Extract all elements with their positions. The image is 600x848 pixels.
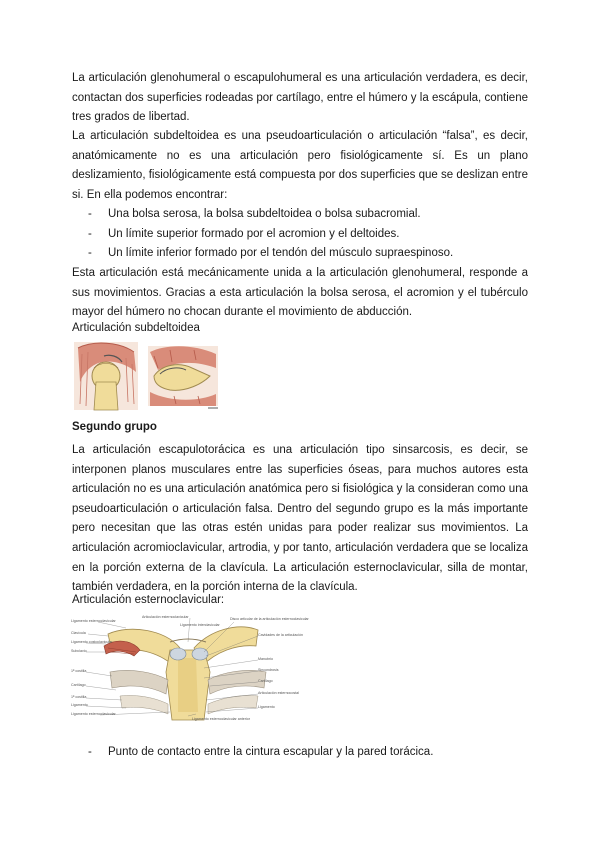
figure-label: Manubrio [258, 657, 273, 661]
list-item: - Punto de contacto entre la cintura escapular y la pared torácica. [88, 743, 433, 763]
figure-label: Sincondrosis [258, 668, 279, 672]
figure-label: Cartílago [71, 683, 86, 687]
paragraph-subdeltoid: La articulación subdeltoidea es una pseudoarticulación o articulación “falsa”, es decir, anatómicamente no es una articulación pero fisiológicamente sí. Es un plano deslizamiento, fisiológicamente está compuesta por dos superficies que se deslizan entre si. En ella podemos encontrar: [72, 130, 528, 201]
figure-label: Disco articular de la articulación esternoclavicular [230, 617, 309, 621]
figure-label: Cartílago [258, 679, 273, 683]
sternoclavicular-figure [70, 612, 309, 724]
subdeltoid-list [88, 205, 453, 264]
paragraph-escapulotoracica: La articulación escapulotorácica es una articulación tipo sinsarcosis, es decir, se interponen planos musculares entre las superficies óseas, para muchos autores esta articulación no es una articulación anatómica pero si fisiológica y la consideran como una pseudoarticulación o articulación falsa. Dentro del segundo grupo es la más importante pero necesitan que las otras estén unidas para poder realizar sus movimientos. La articulación acromioclavicular, artrodia, y por tanto, articulación verdadera que se localiza en la porción externa de la clavícula. La articulación esternoclavicular, silla de montar, también verdadera, en la porción interna de la clavícula. [72, 444, 528, 594]
subdeltoid-figure [74, 342, 220, 410]
figure-label: Subclavio [71, 649, 87, 653]
list-item: - Una bolsa serosa, la bolsa subdeltoidea o bolsa subacromial. [88, 205, 453, 225]
paragraph-glenohumeral: La articulación glenohumeral o escapulohumeral es una articulación verdadera, es decir, contactan dos superficies rodeadas por cartílago, entre el húmero y la escápula, contiene tres grados de libertad. [72, 72, 528, 124]
list-bullet: - [88, 208, 92, 220]
shoulder-section-left [74, 342, 138, 410]
right-joint-disc [192, 648, 208, 660]
figure-label: Cavidades de la articulación [258, 633, 303, 637]
left-joint-disc [170, 648, 186, 660]
paragraph-mechanical-link: Esta articulación está mecánicamente unida a la articulación glenohumeral, responde a sus movimientos. Gracias a esta articulación la bolsa serosa, el acromion y el tubérculo mayor del húmero no chocan durante el movimiento de abducción. [72, 267, 528, 319]
figure-label: Ligamento esternoclavicular [71, 619, 116, 623]
figure-label: Ligamento esternoclavicular [71, 712, 116, 716]
scapulothoracic-list [88, 743, 433, 763]
list-bullet: - [88, 247, 92, 260]
figure-label: Clavícula [71, 631, 86, 635]
heading-segundo-grupo: Segundo grupo [72, 421, 157, 433]
list-item: - Un límite inferior formado por el tendón del músculo supraespinoso. [88, 244, 453, 264]
figure-title-label: Articulación esternoclavicular [142, 615, 189, 619]
list-bullet: - [88, 227, 92, 240]
figure-label: Ligamento costoclavicular [71, 640, 113, 644]
list-bullet: - [88, 746, 92, 758]
figure-label: Ligamento esternoclavicular anterior [192, 717, 250, 721]
figure-label: 1ª costilla [71, 695, 87, 699]
caption-sternoclavicular: Articulación esternoclavicular: [72, 594, 225, 606]
list-item: - Un límite superior formado por el acromion y el deltoides. [88, 225, 453, 245]
figure-label: 1ª costilla [71, 669, 87, 673]
figure-label: Ligamento interclavicular [180, 623, 220, 627]
caption-subdeltoid: Articulación subdeltoidea [72, 322, 200, 334]
figure-label: Ligamento [71, 703, 88, 707]
shoulder-section-right [148, 346, 218, 408]
figure-label: Articulación esternocostal [258, 691, 299, 695]
figure-label: Ligamento [258, 705, 275, 709]
